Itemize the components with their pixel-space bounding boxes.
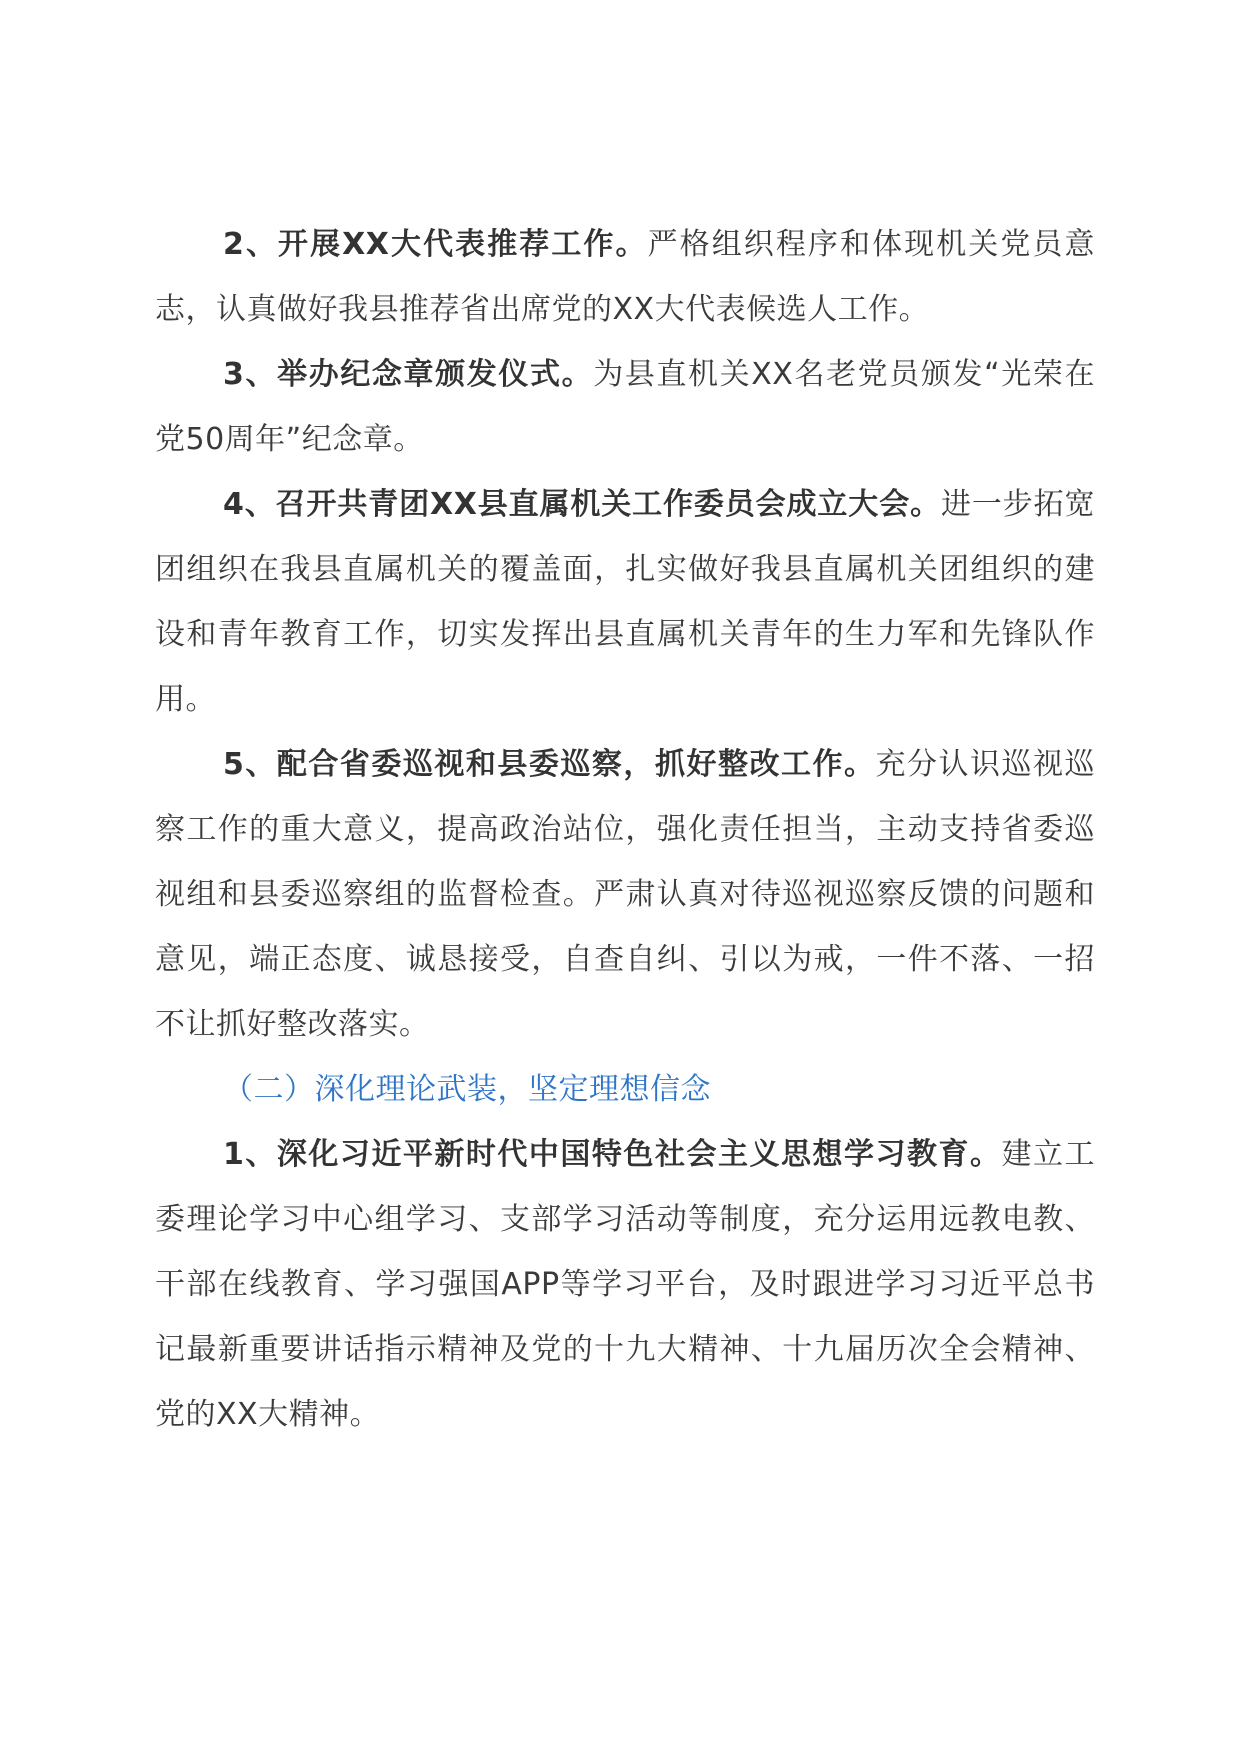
paragraph-lead: 1、深化习近平新时代中国特色社会主义思想学习教育。 — [223, 1137, 1002, 1172]
paragraph-lead: 5、配合省委巡视和县委巡察，抓好整改工作。 — [223, 747, 876, 782]
paragraph-body: 严格组织程序和体现机关党员意志，认真做好我县推荐省出席党的XX大代表候选人工作。 — [155, 227, 1096, 327]
paragraph-lead: 3、举办纪念章颁发仪式。 — [223, 357, 594, 392]
paragraph-body: 为县直机关XX名老党员颁发“光荣在党50周年”纪念章。 — [155, 357, 1095, 457]
paragraph-theory-study — [155, 1122, 1095, 1447]
paragraph-lead: 4、召开共青团XX县直属机关工作委员会成立大会。 — [223, 487, 941, 522]
section-heading: （二）深化理论武装，坚定理想信念 — [223, 1072, 711, 1107]
paragraph-body: 进一步拓宽团组织在我县直属机关的覆盖面，扎实做好我县直属机关团组织的建设和青年教育工作，切实发挥出县直属机关青年的生力军和先锋队作用。 — [155, 487, 1096, 717]
paragraph-youth-league-meeting — [155, 472, 1095, 732]
paragraph-commemorative-medal — [155, 342, 1095, 472]
paragraph-inspection-rectification — [155, 732, 1095, 1057]
paragraph-lead: 2、开展XX大代表推荐工作。 — [223, 227, 648, 262]
paragraph-body: 充分认识巡视巡察工作的重大意义，提高政治站位，强化责任担当，主动支持省委巡视组和县委巡察组的监督检查。严肃认真对待巡视巡察反馈的问题和意见，端正态度、诚恳接受，自查自纠、引以为戒，一件不落、一招不让抓好整改落实。 — [155, 747, 1096, 1042]
document-page — [155, 212, 1095, 1447]
paragraph-body: 建立工委理论学习中心组学习、支部学习活动等制度，充分运用远教电教、干部在线教育、学习强国APP等学习平台，及时跟进学习习近平总书记最新重要讲话指示精神及党的十九大精神、十九届历次全会精神、党的XX大精神。 — [155, 1137, 1096, 1432]
paragraph-recommend-delegates — [155, 212, 1095, 342]
